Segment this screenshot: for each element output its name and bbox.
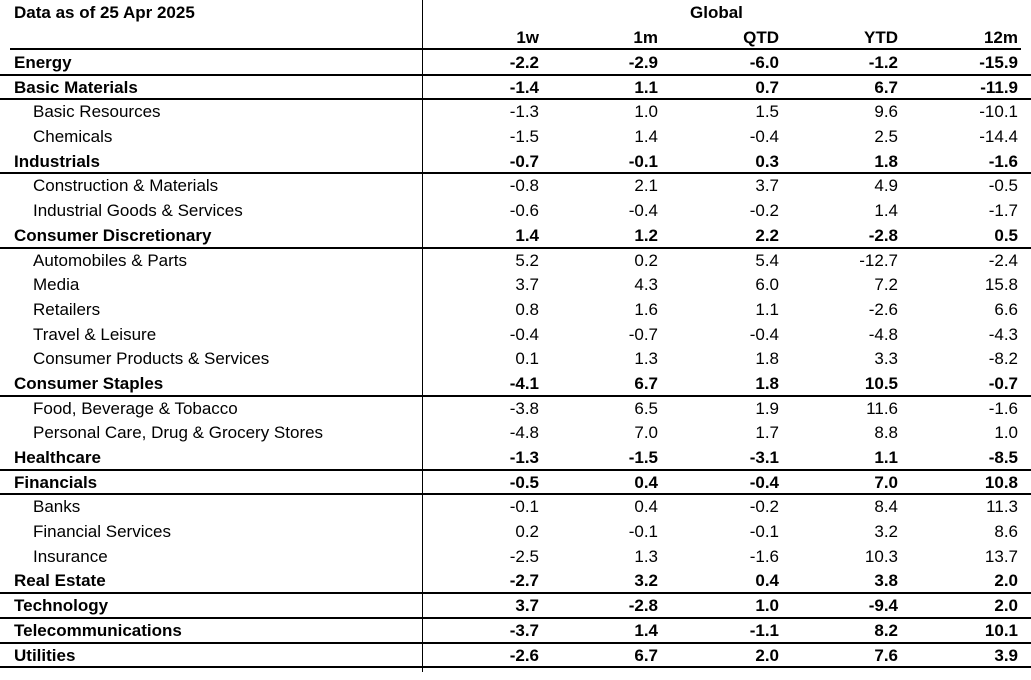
sub-sector-row (0, 100, 1031, 125)
row-value-12m: -1.7 (988, 201, 1018, 221)
row-value-12m: 15.8 (984, 275, 1018, 295)
row-value-1m: 1.0 (634, 102, 658, 122)
row-value-ytd: 8.2 (874, 620, 898, 640)
row-label: Insurance (33, 546, 108, 566)
row-value-12m: 11.3 (986, 497, 1018, 517)
row-value-12m: 2.0 (994, 596, 1018, 616)
row-value-ytd: 7.6 (874, 645, 898, 665)
sub-sector-row (0, 323, 1031, 348)
row-value-ytd: 3.2 (874, 522, 898, 542)
row-value-ytd: 7.2 (874, 275, 898, 295)
row-value-ytd: -12.7 (859, 250, 898, 270)
row-value-ytd: 4.9 (874, 176, 898, 196)
row-value-qtd: 5.4 (755, 250, 779, 270)
row-label: Real Estate (14, 571, 106, 591)
row-value-12m: 1.0 (994, 423, 1018, 443)
row-value-ytd: 3.8 (874, 571, 898, 591)
row-value-qtd: -0.2 (749, 497, 779, 517)
row-value-qtd: 1.9 (755, 398, 779, 418)
row-value-ytd: 1.4 (874, 201, 898, 221)
sub-sector-row (0, 174, 1031, 199)
row-label: Financial Services (33, 522, 171, 542)
row-label: Basic Materials (14, 77, 138, 97)
row-value-ytd: 10.3 (864, 546, 898, 566)
row-label: Travel & Leisure (33, 324, 157, 344)
header-rule (10, 48, 1021, 50)
row-value-1m: 7.0 (634, 423, 658, 443)
row-value-1w: -2.2 (509, 53, 539, 72)
row-value-qtd: 6.0 (755, 275, 779, 295)
row-value-1w: -1.3 (509, 102, 539, 122)
row-value-1m: -0.4 (628, 201, 658, 221)
row-value-ytd: 10.5 (864, 373, 898, 393)
row-label: Banks (33, 497, 81, 517)
performance-table (0, 51, 1031, 668)
row-value-1m: 6.5 (634, 398, 658, 418)
row-value-1w: -3.7 (509, 620, 539, 640)
row-value-1m: -0.1 (628, 151, 658, 171)
row-label: Media (33, 275, 80, 295)
row-value-1w: 0.8 (515, 299, 539, 319)
row-value-1w: 5.2 (515, 250, 539, 270)
row-value-1m: 1.2 (634, 225, 658, 245)
row-label: Retailers (33, 299, 101, 319)
column-header-12m: 12m (983, 28, 1018, 47)
row-value-qtd: -0.4 (749, 324, 779, 344)
row-value-ytd: 9.6 (874, 102, 898, 122)
row-value-12m: -8.2 (988, 349, 1018, 369)
row-label: Food, Beverage & Tobacco (33, 398, 238, 418)
row-value-1m: 0.4 (634, 497, 658, 517)
sector-row (0, 619, 1031, 644)
sub-sector-row (0, 421, 1031, 446)
row-value-1w: -0.1 (509, 497, 539, 517)
row-value-1w: -4.8 (509, 423, 539, 443)
row-value-1w: 3.7 (515, 596, 539, 616)
row-label: Energy (14, 53, 72, 72)
row-value-1m: -0.1 (628, 522, 658, 542)
sector-row (0, 569, 1031, 594)
row-value-12m: -1.6 (988, 151, 1018, 171)
row-value-12m: -4.3 (988, 324, 1018, 344)
row-value-1w: -2.5 (509, 546, 539, 566)
row-value-1w: -0.5 (509, 472, 539, 492)
row-value-1m: 4.3 (634, 275, 658, 295)
row-value-12m: -0.5 (988, 176, 1018, 196)
row-value-1m: 1.4 (634, 127, 658, 147)
row-label: Industrial Goods & Services (33, 201, 243, 221)
sub-sector-row (0, 199, 1031, 224)
sector-row (0, 372, 1031, 397)
row-value-ytd: 3.3 (874, 349, 898, 369)
row-value-1m: -2.9 (628, 53, 658, 72)
row-value-ytd: 8.8 (874, 423, 898, 443)
region-header: Global (690, 3, 743, 22)
row-value-qtd: -0.4 (749, 127, 779, 147)
row-value-qtd: -6.0 (749, 53, 779, 72)
row-value-12m: 10.8 (984, 472, 1018, 492)
row-label: Consumer Staples (14, 373, 164, 393)
row-value-12m: -11.9 (980, 77, 1018, 97)
row-value-1m: 1.1 (634, 77, 658, 97)
row-value-1w: -0.4 (509, 324, 539, 344)
row-label: Personal Care, Drug & Grocery Stores (33, 423, 324, 443)
row-value-12m: -8.5 (988, 448, 1018, 467)
sector-row (0, 224, 1031, 249)
row-value-1m: -0.7 (628, 324, 658, 344)
row-value-qtd: 2.2 (755, 225, 779, 245)
row-value-qtd: -0.2 (749, 201, 779, 221)
row-value-1m: 6.7 (634, 645, 658, 665)
row-value-ytd: 8.4 (874, 497, 898, 517)
row-label: Automobiles & Parts (33, 250, 188, 270)
column-header-ytd: YTD (864, 28, 898, 47)
row-value-12m: 0.5 (994, 225, 1018, 245)
row-value-12m: 8.6 (994, 522, 1018, 542)
row-value-1m: -1.5 (628, 448, 658, 467)
row-value-1w: -4.1 (509, 373, 539, 393)
row-value-12m: -14.4 (979, 127, 1018, 147)
row-value-ytd: -1.2 (868, 53, 898, 72)
row-label: Construction & Materials (33, 176, 219, 196)
column-header-1w: 1w (516, 28, 539, 47)
row-value-1m: 0.2 (634, 250, 658, 270)
sub-sector-row (0, 495, 1031, 520)
row-value-qtd: -3.1 (749, 448, 779, 467)
row-value-qtd: 1.1 (755, 299, 779, 319)
sub-sector-row (0, 545, 1031, 570)
row-value-1m: 1.4 (634, 620, 658, 640)
row-value-qtd: 3.7 (755, 176, 779, 196)
row-value-1w: -1.5 (509, 127, 539, 147)
row-value-qtd: 1.8 (755, 349, 779, 369)
sub-sector-row (0, 298, 1031, 323)
row-value-1w: -2.6 (509, 645, 539, 665)
row-label: Industrials (14, 151, 100, 171)
sector-row (0, 51, 1031, 76)
sector-row (0, 594, 1031, 619)
row-value-12m: 13.7 (984, 546, 1018, 566)
row-value-qtd: 2.0 (755, 645, 779, 665)
row-value-1m: 2.1 (634, 176, 658, 196)
row-value-qtd: 1.0 (755, 596, 779, 616)
row-label: Basic Resources (33, 102, 161, 122)
row-value-12m: 6.6 (994, 299, 1018, 319)
row-label: Consumer Discretionary (14, 225, 212, 245)
column-header-1m: 1m (633, 28, 658, 47)
row-value-qtd: -1.1 (749, 620, 779, 640)
row-value-1m: 1.3 (634, 349, 658, 369)
row-value-1w: 1.4 (515, 225, 539, 245)
row-label: Telecommunications (14, 620, 182, 640)
row-label: Consumer Products & Services (33, 349, 270, 369)
row-value-12m: -1.6 (988, 398, 1018, 418)
row-value-12m: -2.4 (988, 250, 1018, 270)
row-value-qtd: -1.6 (749, 546, 779, 566)
row-value-qtd: 1.8 (755, 373, 779, 393)
row-value-ytd: -4.8 (868, 324, 898, 344)
row-value-qtd: 0.7 (755, 77, 779, 97)
row-label: Healthcare (14, 448, 101, 467)
row-value-1m: 3.2 (634, 571, 658, 591)
row-value-1w: -2.7 (509, 571, 539, 591)
row-value-qtd: 0.3 (755, 151, 779, 171)
row-value-qtd: -0.4 (749, 472, 779, 492)
column-header-qtd: QTD (743, 28, 779, 47)
row-value-ytd: -2.8 (868, 225, 898, 245)
row-value-1m: 1.3 (634, 546, 658, 566)
row-value-1w: 0.1 (515, 349, 539, 369)
row-value-ytd: -2.6 (868, 299, 898, 319)
sector-row (0, 150, 1031, 175)
row-value-12m: -0.7 (988, 373, 1018, 393)
row-value-1m: -2.8 (628, 596, 658, 616)
row-value-1w: 0.2 (515, 522, 539, 542)
row-value-1m: 6.7 (634, 373, 658, 393)
row-value-qtd: 1.7 (755, 423, 779, 443)
sub-sector-row (0, 125, 1031, 150)
row-value-ytd: 2.5 (874, 127, 898, 147)
row-value-12m: 3.9 (994, 645, 1018, 665)
row-value-ytd: 6.7 (874, 77, 898, 97)
row-value-1w: -3.8 (509, 398, 539, 418)
sub-sector-row (0, 347, 1031, 372)
row-value-1w: -0.7 (509, 151, 539, 171)
row-value-ytd: 7.0 (874, 472, 898, 492)
row-value-1w: -1.4 (509, 77, 539, 97)
row-value-1w: 3.7 (515, 275, 539, 295)
row-value-qtd: 0.4 (755, 571, 779, 591)
row-value-ytd: 1.1 (874, 448, 898, 467)
row-value-1w: -0.8 (509, 176, 539, 196)
row-value-ytd: -9.4 (868, 596, 898, 616)
row-label: Chemicals (33, 127, 113, 147)
row-label: Utilities (14, 645, 76, 665)
row-value-1w: -1.3 (509, 448, 539, 467)
row-value-1m: 0.4 (634, 472, 658, 492)
row-value-1m: 1.6 (634, 299, 658, 319)
row-value-1w: -0.6 (509, 201, 539, 221)
row-value-qtd: -0.1 (749, 522, 779, 542)
sector-row (0, 76, 1031, 101)
sector-row (0, 471, 1031, 496)
sub-sector-row (0, 397, 1031, 422)
row-label: Technology (14, 596, 109, 616)
row-value-ytd: 11.6 (866, 398, 898, 418)
data-date-label: Data as of 25 Apr 2025 (14, 3, 195, 22)
row-value-12m: 2.0 (994, 571, 1018, 591)
row-value-12m: -15.9 (979, 53, 1018, 72)
sector-row (0, 644, 1031, 669)
row-value-12m: -10.1 (979, 102, 1018, 122)
row-value-ytd: 1.8 (874, 151, 898, 171)
sub-sector-row (0, 249, 1031, 274)
sector-row (0, 446, 1031, 471)
row-value-qtd: 1.5 (755, 102, 779, 122)
sub-sector-row (0, 520, 1031, 545)
row-label: Financials (14, 472, 98, 492)
sub-sector-row (0, 273, 1031, 298)
row-value-12m: 10.1 (984, 620, 1018, 640)
